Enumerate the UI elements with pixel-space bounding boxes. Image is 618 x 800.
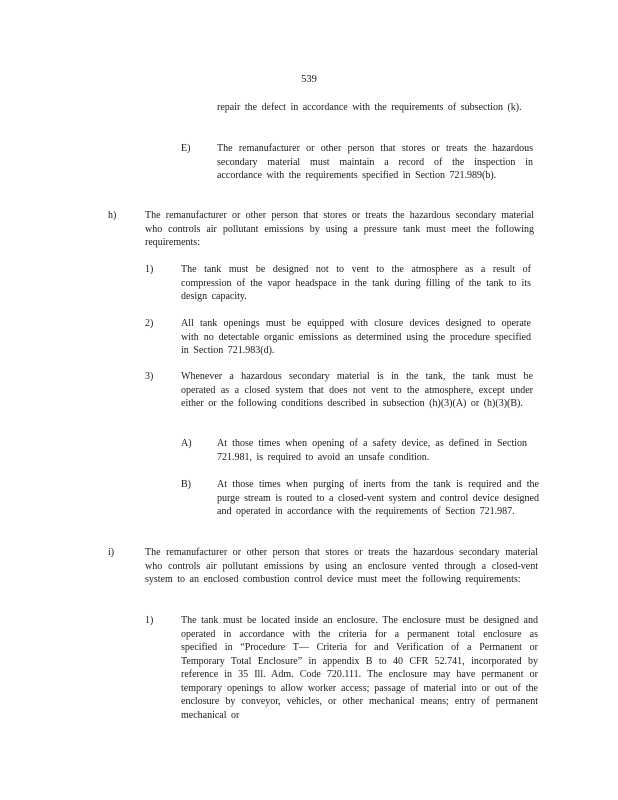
continuation-paragraph: repair the defect in accordance with the requirements of subsection (k). — [217, 102, 522, 113]
paragraph-i: The remanufacturer or other person that stores or treats the hazardous secondary material who controls air pollutant emissions by using an enclosure vented through a closed-vent system to an enclosed combustion control device must meet the following requirements: — [145, 547, 538, 585]
item-marker-i1: 1) — [145, 615, 154, 626]
item-marker-h: h) — [108, 210, 117, 221]
paragraph-h3B: At those times when purging of inerts from the tank is required and the purge stream is routed to a closed-vent system and control device designed and operated in accordance with the requirements of Section 721.987. — [217, 479, 539, 517]
item-marker-h3A: A) — [181, 438, 192, 449]
item-marker-h1: 1) — [145, 264, 154, 275]
paragraph-h1: The tank must be designed not to vent to the atmosphere as a result of compression of the vapor headspace in the tank during filling of the tank to its design capacity. — [181, 264, 531, 302]
paragraph-E: The remanufacturer or other person that stores or treats the hazardous secondary material must maintain a record of the inspection in accordance with the requirements specified in Section 721.989(b). — [217, 143, 533, 181]
item-marker-E: E) — [181, 143, 191, 154]
item-marker-h2: 2) — [145, 318, 154, 329]
paragraph-i1: The tank must be located inside an enclosure. The enclosure must be designed and operated in accordance with the criteria for a permanent total enclosure as specified in “Procedure T— Criteria for and Verification of a Permanent or Temporary Total Enclosure” in appendix B to 40 CFR 52.741, incorporated by reference in 35 Ill. Adm. Code 720.111. The enclosure may have permanent or temporary openings to allow worker access; passage of material into or out of the enclosure by conveyor, vehicles, or other mechanical means; entry of permanent mechanical or — [181, 615, 538, 721]
paragraph-h3: Whenever a hazardous secondary material is in the tank, the tank must be operated as a closed system that does not vent to the atmosphere, except under either or the following conditions described in subsection (h)(3)(A) or (h)(3)(B). — [181, 371, 533, 409]
page-number: 539 — [301, 74, 317, 85]
item-marker-h3: 3) — [145, 371, 154, 382]
paragraph-h: The remanufacturer or other person that stores or treats the hazardous secondary material who controls air pollutant emissions by using a pressure tank must meet the following requirements: — [145, 210, 534, 248]
item-marker-i: i) — [108, 547, 115, 558]
paragraph-h3A: At those times when opening of a safety device, as defined in Section 721.981, is required to avoid an unsafe condition. — [217, 438, 527, 463]
paragraph-h2: All tank openings must be equipped with closure devices designed to operate with no detectable organic emissions as determined using the procedure specified in Section 721.983(d). — [181, 318, 531, 356]
item-marker-h3B: B) — [181, 479, 191, 490]
